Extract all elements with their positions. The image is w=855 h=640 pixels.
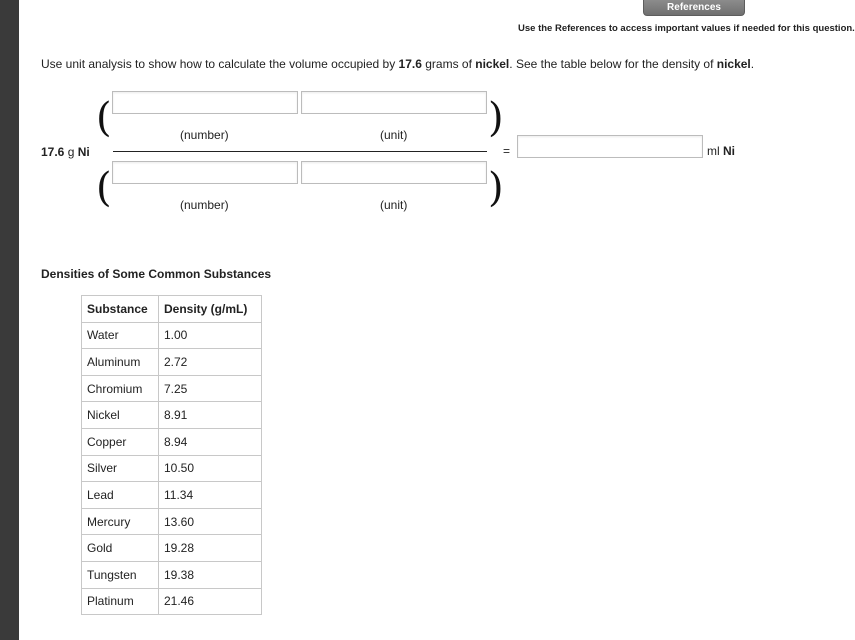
substance-cell: Aluminum [82,349,159,376]
given-value: 17.6 [41,145,65,159]
table-row [82,482,262,509]
left-edge-bar [0,0,19,640]
question-prompt [41,57,754,71]
prompt-text-1: Use unit analysis to show how to calculate the volume occupied by [41,57,399,71]
substance-cell: Tungsten [82,561,159,588]
answer-unit-text: ml [707,144,720,158]
fraction-bar [113,151,487,152]
references-note: Use the References to access important values if needed for this question. [518,23,855,34]
table-row [82,428,262,455]
substance-cell: Mercury [82,508,159,535]
answer-input[interactable] [517,135,703,158]
numerator-number-label: (number) [180,128,229,142]
numerator-unit-input[interactable] [301,91,487,114]
numerator-open-paren: ( [96,95,112,141]
numerator-unit-label: (unit) [380,128,408,142]
table-row [82,508,262,535]
denominator-unit-input[interactable] [301,161,487,184]
substance-cell: Gold [82,535,159,562]
density-cell: 1.00 [159,322,262,349]
substance-cell: Platinum [82,588,159,615]
density-cell: 13.60 [159,508,262,535]
given-unit: g [67,145,75,159]
denominator-number-input[interactable] [112,161,298,184]
table-row [82,455,262,482]
answer-unit [707,144,735,158]
denominator-close-paren: ) [488,165,504,211]
density-cell: 2.72 [159,349,262,376]
table-row [82,375,262,402]
header-density: Density (g/mL) [159,296,262,323]
table-row [82,588,262,615]
density-cell: 21.46 [159,588,262,615]
table-row [82,402,262,429]
density-cell: 7.25 [159,375,262,402]
prompt-text-2: grams of [421,57,476,71]
substance-cell: Nickel [82,402,159,429]
prompt-text-4: . [750,57,755,71]
table-row [82,535,262,562]
numerator-close-paren: ) [488,95,504,141]
substance-cell: Silver [82,455,159,482]
density-cell: 19.28 [159,535,262,562]
given-quantity [41,145,90,159]
prompt-text-3: . See the table below for the density of [509,57,717,71]
density-cell: 19.38 [159,561,262,588]
substance-cell: Water [82,322,159,349]
table-row [82,349,262,376]
answer-symbol: Ni [723,144,736,158]
substance-cell: Copper [82,428,159,455]
substance-cell: Chromium [82,375,159,402]
density-cell: 10.50 [159,455,262,482]
substance-cell: Lead [82,482,159,509]
density-cell: 8.94 [159,428,262,455]
given-symbol: Ni [77,145,90,159]
density-cell: 8.91 [159,402,262,429]
prompt-mass: 17.6 [398,57,422,71]
table-row [82,322,262,349]
prompt-element-2: nickel [716,57,751,71]
densities-title: Densities of Some Common Substances [41,267,272,281]
density-cell: 11.34 [159,482,262,509]
denominator-unit-label: (unit) [380,198,408,212]
denominator-number-label: (number) [180,198,229,212]
table-row [82,561,262,588]
equals-sign: = [503,144,511,158]
references-button[interactable]: References [643,0,745,16]
denominator-open-paren: ( [96,165,112,211]
numerator-number-input[interactable] [112,91,298,114]
prompt-element: nickel [475,57,510,71]
header-substance: Substance [82,296,159,323]
table-header-row [82,296,262,323]
densities-table [81,295,262,615]
